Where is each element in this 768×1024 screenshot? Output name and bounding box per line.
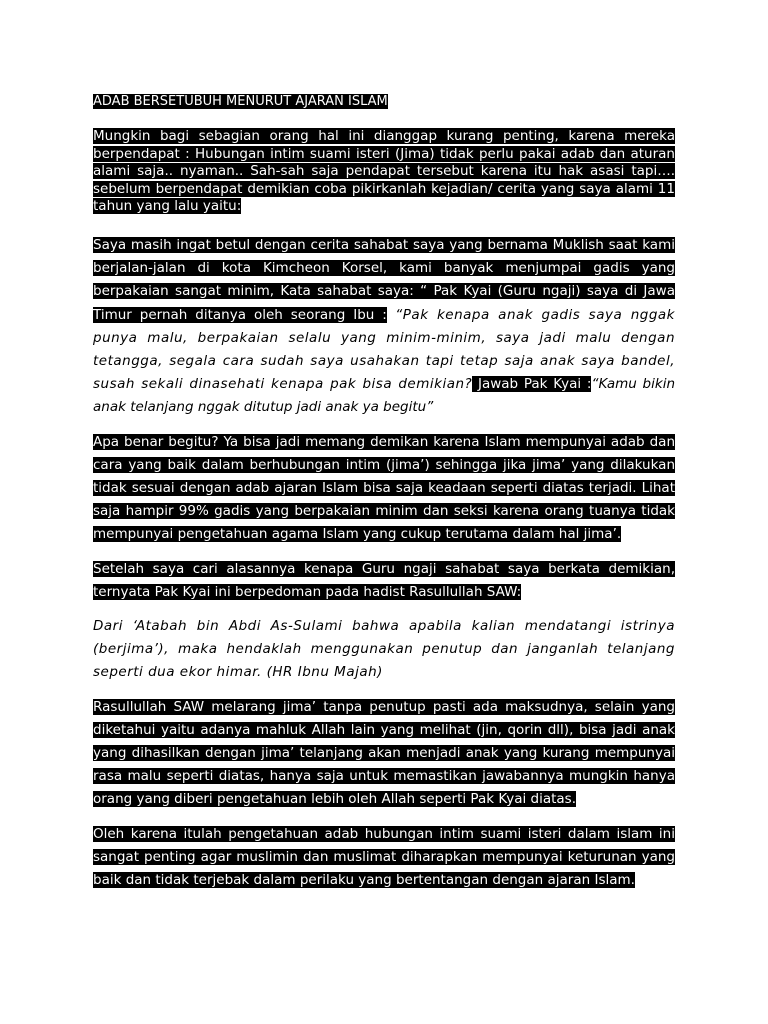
document-title (93, 93, 675, 110)
document-page (93, 93, 675, 903)
paragraph-conclusion (93, 823, 675, 893)
title-text: ADAB BERSETUBUH MENURUT AJARAN ISLAM (93, 94, 388, 109)
paragraph-reason-text: Setelah saya cari alasannya kenapa Guru ngaji sahabat saya berkata demikian, ternyata Pak Kyai ini berpedoman pada hadist Rasullullah SAW: (93, 560, 675, 600)
paragraph-question (93, 431, 675, 547)
paragraph-explanation (93, 696, 675, 812)
paragraph-reason (93, 558, 675, 604)
paragraph-story-quote: “Pak kenapa anak gadis saya nggak punya malu, berpakaian selalu yang minim-minim, saya jadi malu dengan tetangga, segala cara sudah saya usahakan tapi tetap saja anak saya bandel, susah sekali dinasehati kenapa pak bisa demikian? (93, 306, 675, 393)
paragraph-intro-text: Mungkin bagi sebagian orang hal ini dianggap kurang penting, karena mereka berpendapat : Hubungan intim suami isteri (Jima) tidak perlu pakai adab dan aturan alami saja.. nyaman.. Sah-sah saja pendapat tersebut karena itu hak asasi tapi…. sebelum berpendapat demikian coba pikirkanlah kejadian/ cerita yang saya alami 11 tahun yang lalu yaitu: (93, 128, 675, 215)
paragraph-story-answer: “Kamu bikin anak telanjang nggak ditutup jadi anak ya begitu” (93, 376, 676, 416)
paragraph-intro (93, 128, 675, 216)
paragraph-story-answer-label: Jawab Pak Kyai : (472, 376, 592, 393)
paragraph-hadith-text: Dari ‘Atabah bin Abdi As-Sulami bahwa apabila kalian mendatangi istrinya (berjima’), maka hendaklah menggunakan penutup dan janganlah telanjang seperti dua ekor himar. (HR Ibnu Majah) (93, 618, 675, 681)
paragraph-question-text: Apa benar begitu? Ya bisa jadi memang demikan karena Islam mempunyai adab dan cara yang baik dalam berhubungan intim (jima’) sehingga jika jima’ yang dilakukan tidak sesuai dengan adab ajaran Islam bisa saja keadaan seperti diatas terjadi. Lihat saja hampir 99% gadis yang berpakaian minim dan seksi karena orang tuanya tidak mempunyai pengetahuan agama Islam yang cukup terutama dalam hal jima’. (93, 433, 675, 543)
paragraph-story-text: Saya masih ingat betul dengan cerita sahabat saya yang bernama Muklish saat kami berjalan-jalan di kota Kimcheon Korsel, kami banyak menjumpai gadis yang berpakaian sangat minim, Kata sahabat saya: “ Pak Kyai (Guru ngaji) saya di Jawa Timur pernah ditanya oleh seorang Ibu : (93, 236, 675, 323)
paragraph-story (93, 234, 675, 420)
paragraph-hadith (93, 615, 675, 685)
paragraph-conclusion-text: Oleh karena itulah pengetahuan adab hubungan intim suami isteri dalam islam ini sangat penting agar muslimin dan muslimat diharapkan mempunyai keturunan yang baik dan tidak terjebak dalam perilaku yang bertentangan dengan ajaran Islam. (93, 825, 675, 889)
paragraph-explanation-text: Rasullullah SAW melarang jima’ tanpa penutup pasti ada maksudnya, selain yang diketahui yaitu adanya mahluk Allah lain yang melihat (jin, qorin dll), bisa jadi anak yang dihasilkan dengan jima’ telanjang akan menjadi anak yang kurang mempunyai rasa malu seperti diatas, hanya saja untuk memastikan jawabannya mungkin hanya orang yang diberi pengetahuan lebih oleh Allah seperti Pak Kyai diatas. (93, 698, 675, 808)
